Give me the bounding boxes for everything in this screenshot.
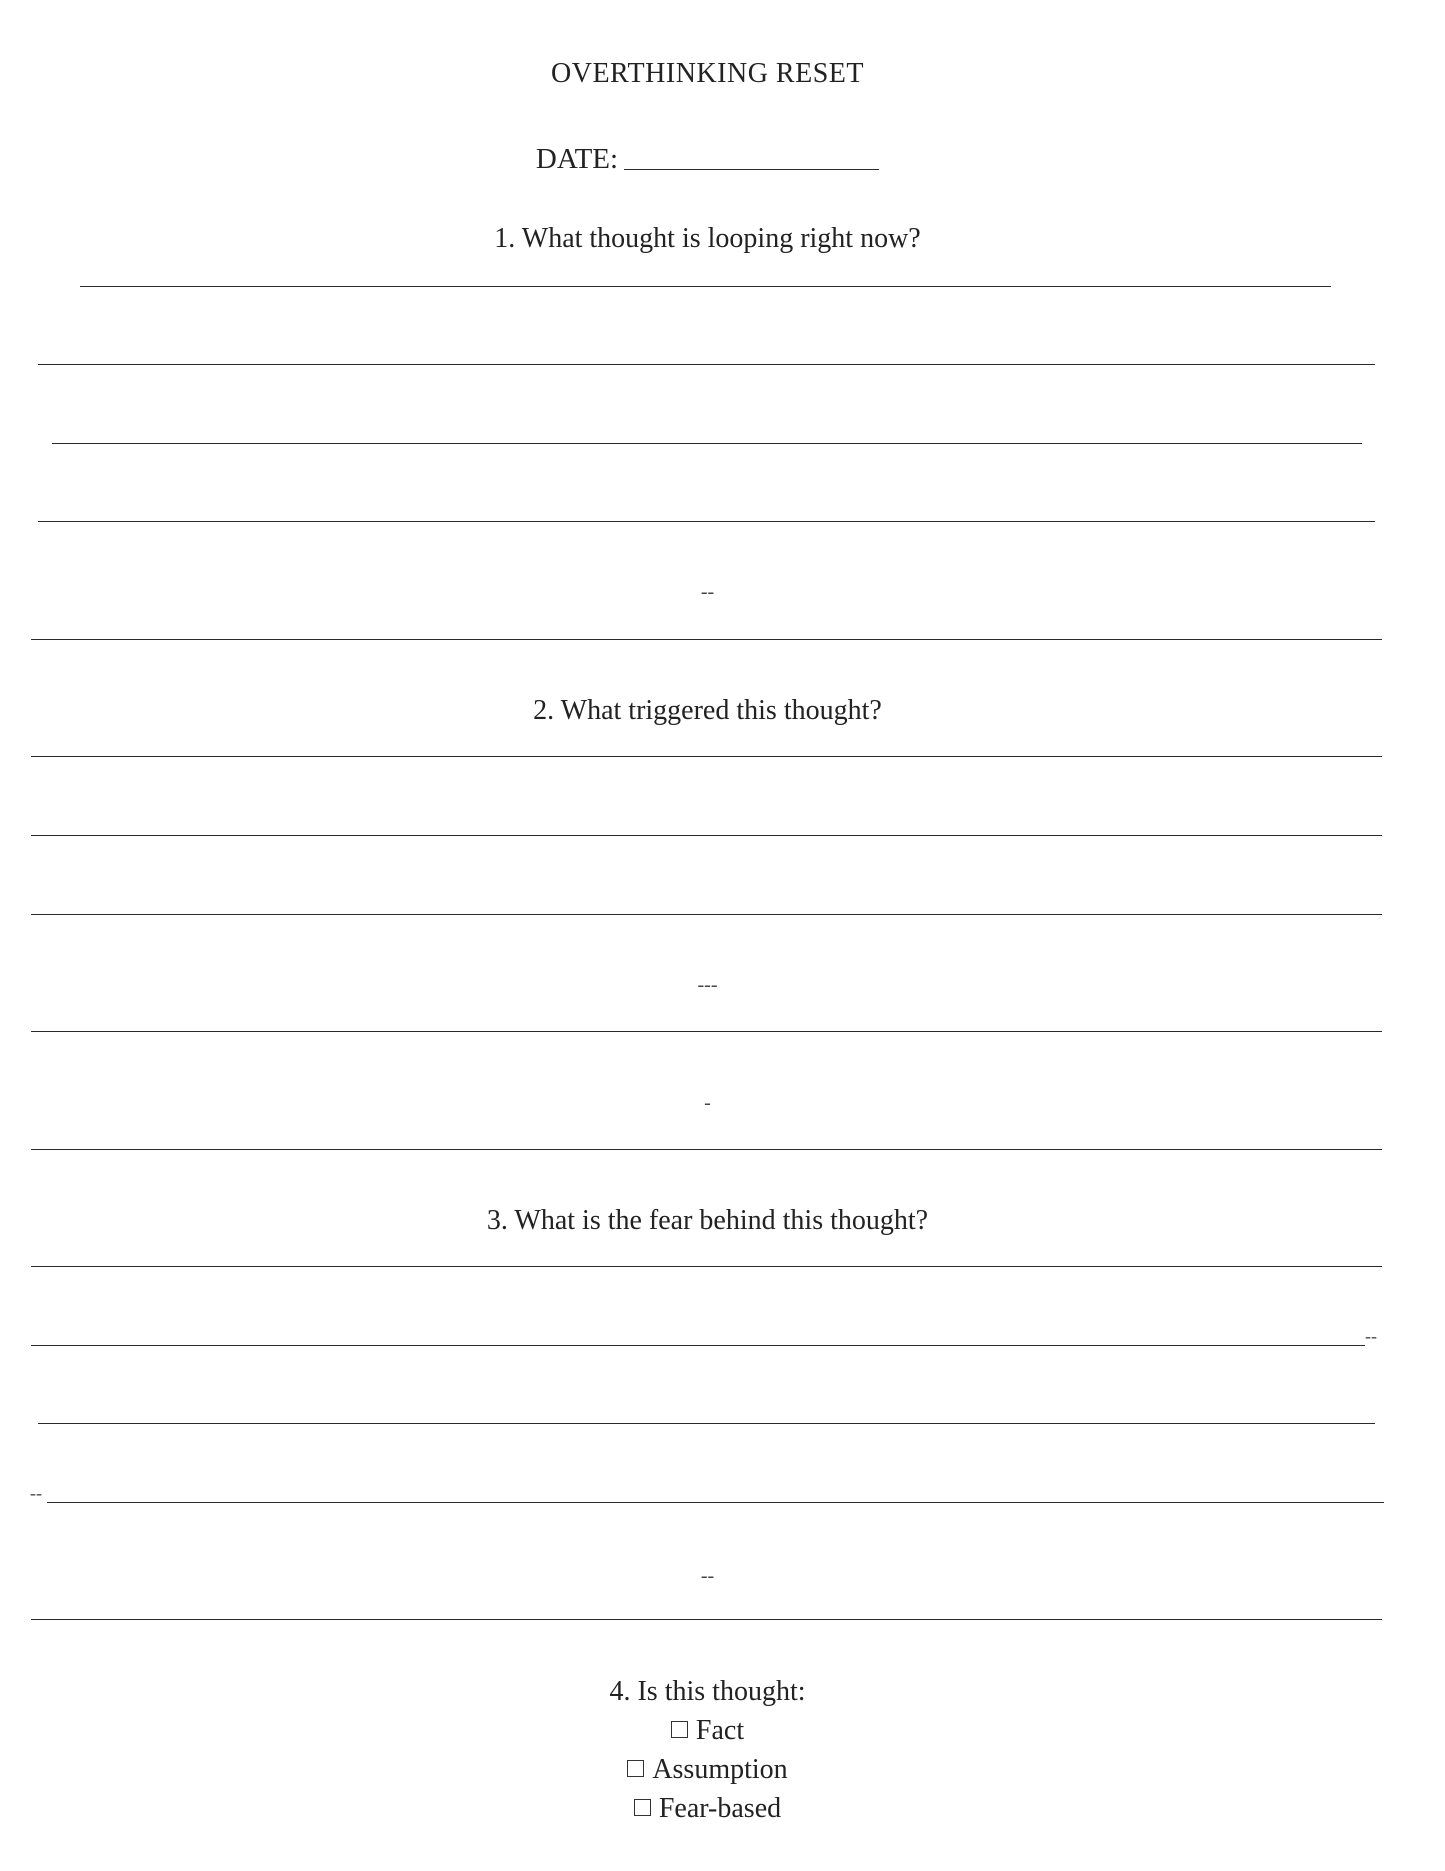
trailing-dash: -- bbox=[1365, 1326, 1377, 1346]
question-3: 3. What is the fear behind this thought? bbox=[486, 1205, 929, 1236]
answer-line[interactable] bbox=[31, 1345, 1365, 1346]
question-2: 2. What triggered this thought? bbox=[533, 695, 882, 726]
answer-line[interactable] bbox=[80, 286, 1331, 287]
separator: -- bbox=[700, 1565, 715, 1587]
page-title: OVERTHINKING RESET bbox=[551, 58, 864, 89]
answer-line[interactable] bbox=[38, 1423, 1375, 1424]
option-label: Fear-based bbox=[658, 1793, 782, 1824]
section-divider bbox=[31, 1031, 1382, 1032]
answer-line[interactable] bbox=[31, 835, 1382, 836]
option-fear-based[interactable] bbox=[0, 1795, 1415, 1823]
section-divider bbox=[31, 1619, 1382, 1620]
checkbox-icon[interactable] bbox=[634, 1799, 651, 1816]
answer-line[interactable] bbox=[47, 1502, 1384, 1503]
checkbox-icon[interactable] bbox=[671, 1721, 688, 1738]
option-label: Fact bbox=[695, 1715, 745, 1746]
question-4: 4. Is this thought: bbox=[609, 1676, 806, 1707]
answer-line[interactable] bbox=[38, 364, 1375, 365]
answer-line[interactable] bbox=[38, 521, 1375, 522]
date-label: DATE: bbox=[535, 143, 619, 175]
answer-line[interactable] bbox=[31, 914, 1382, 915]
option-fact[interactable] bbox=[0, 1717, 1415, 1745]
answer-line[interactable] bbox=[31, 756, 1382, 757]
question-1: 1. What thought is looping right now? bbox=[494, 223, 921, 254]
separator: --- bbox=[697, 974, 718, 996]
separator: - bbox=[704, 1092, 711, 1114]
section-divider bbox=[31, 1149, 1382, 1150]
answer-line[interactable] bbox=[52, 443, 1362, 444]
leading-dash: -- bbox=[30, 1483, 42, 1503]
separator: -- bbox=[700, 581, 715, 603]
date-row bbox=[0, 145, 1415, 174]
answer-line[interactable] bbox=[31, 1266, 1382, 1267]
checkbox-icon[interactable] bbox=[627, 1760, 644, 1777]
date-field[interactable] bbox=[624, 145, 879, 170]
option-label: Assumption bbox=[652, 1754, 788, 1785]
option-assumption[interactable] bbox=[0, 1756, 1415, 1784]
section-divider bbox=[31, 639, 1382, 640]
